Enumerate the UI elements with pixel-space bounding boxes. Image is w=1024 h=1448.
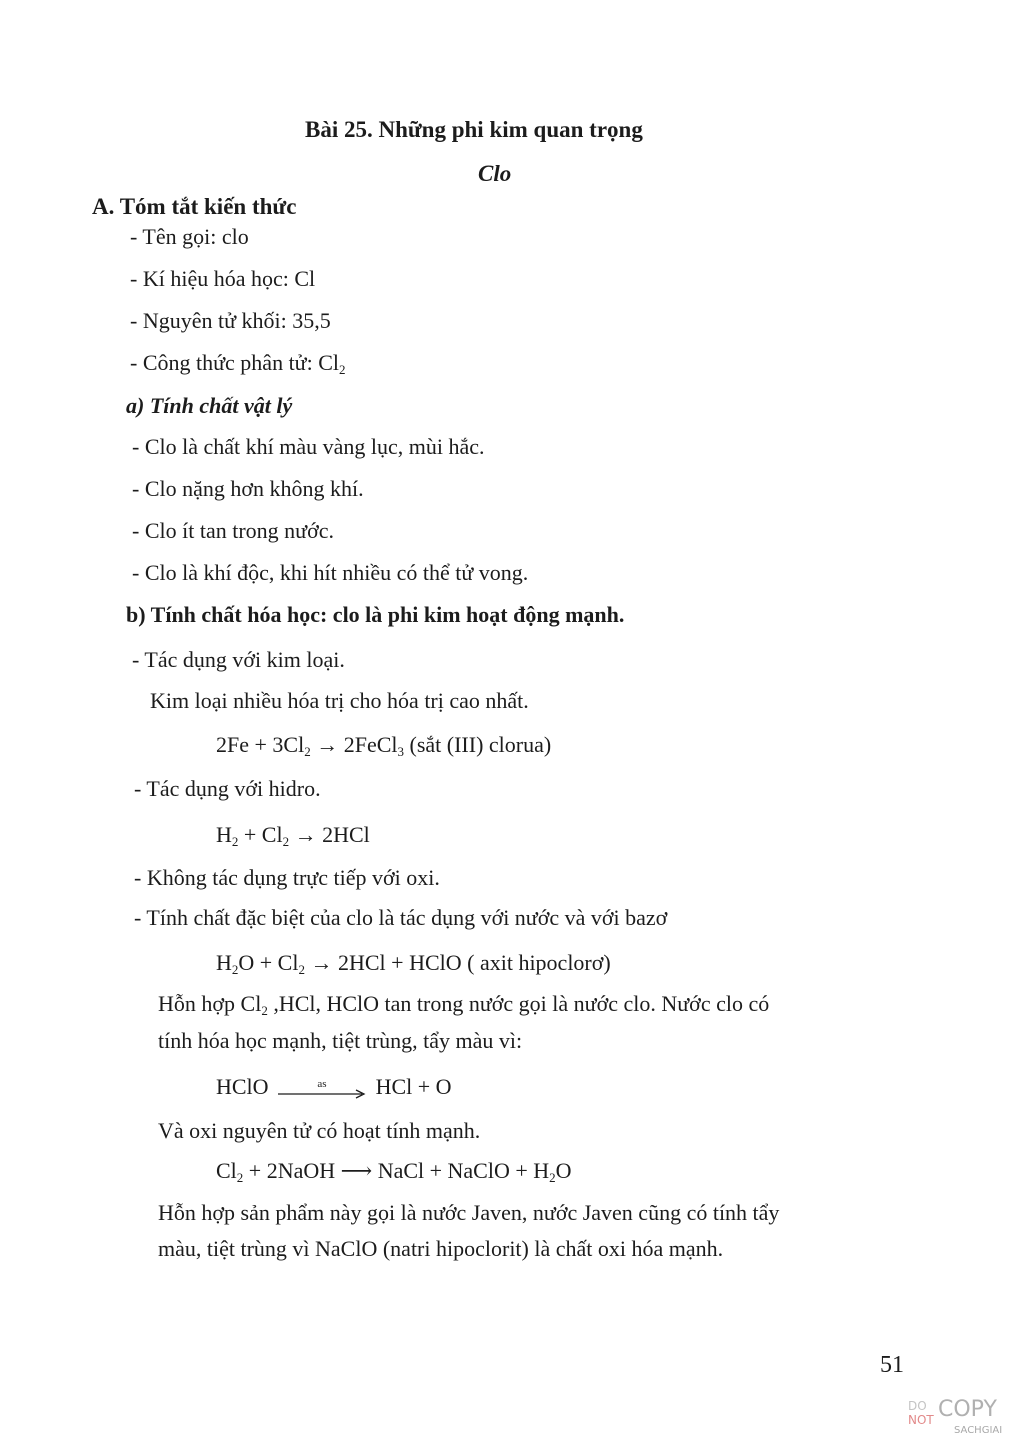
- fact-formula: - Công thức phân tử: Cl2: [130, 350, 346, 377]
- oxygen-atom-note: Và oxi nguyên tử có hoạt tính mạnh.: [158, 1118, 481, 1143]
- fact-name: - Tên gọi: clo: [130, 224, 249, 249]
- physical-item: - Clo nặng hơn không khí.: [132, 476, 364, 501]
- fact-mass: - Nguyên tử khối: 35,5: [130, 308, 331, 333]
- equation-water-chlorine: H2O + Cl2 → 2HCl + HClO ( axit hipoclorơ): [216, 950, 611, 977]
- physical-heading: a) Tính chất vật lý: [126, 393, 293, 418]
- page-subtitle: Clo: [478, 161, 512, 186]
- javen-line-1: Hỗn hợp sản phẩm này gọi là nước Javen, nước Javen cũng có tính tẩy: [158, 1200, 780, 1225]
- page-title: Bài 25. Những phi kim quan trọng: [305, 117, 643, 142]
- hydro-intro: - Tác dụng với hidro.: [134, 776, 321, 801]
- page-number: 51: [880, 1352, 904, 1378]
- physical-item: - Clo ít tan trong nước.: [132, 518, 334, 543]
- physical-item: - Clo là chất khí màu vàng lục, mùi hắc.: [132, 434, 485, 459]
- fact-symbol: - Kí hiệu hóa học: Cl: [130, 266, 316, 291]
- chemical-heading: b) Tính chất hóa học: clo là phi kim hoạt động mạnh.: [126, 602, 625, 627]
- special-property: - Tính chất đặc biệt của clo là tác dụng với nước và với bazơ: [134, 905, 668, 930]
- chlorine-water-line-1: Hỗn hợp Cl2 ,HCl, HClO tan trong nước gọi là nước clo. Nước clo có: [158, 991, 770, 1018]
- watermark-logo: DO NOT COPY SACHGIAI: [908, 1397, 1003, 1436]
- equation-hclo-decomposition: HClO as HCl + O: [216, 1076, 452, 1102]
- equation-chlorine-naoh: Cl2 + 2NaOH ⟶ NaCl + NaClO + H2O: [216, 1158, 572, 1185]
- equation-iron-chlorine: 2Fe + 3Cl2 → 2FeCl3 (sắt (III) clorua): [216, 732, 552, 759]
- metal-note: Kim loại nhiều hóa trị cho hóa trị cao nhất.: [150, 688, 529, 713]
- javen-line-2: màu, tiệt trùng vì NaClO (natri hipoclorit) là chất oxi hóa mạnh.: [158, 1236, 724, 1261]
- physical-item: - Clo là khí độc, khi hít nhiều có thể tử vong.: [132, 560, 529, 585]
- equation-hydrogen-chlorine: H2 + Cl2 → 2HCl: [216, 822, 370, 849]
- chlorine-water-line-2: tính hóa học mạnh, tiệt trùng, tẩy màu vì:: [158, 1028, 523, 1053]
- metal-intro: - Tác dụng với kim loại.: [132, 647, 345, 672]
- reaction-condition: as: [317, 1078, 327, 1090]
- section-a-heading: A. Tóm tắt kiến thức: [92, 194, 297, 219]
- oxygen-note: - Không tác dụng trực tiếp với oxi.: [134, 865, 440, 890]
- reaction-arrow-with-condition: [274, 1076, 370, 1102]
